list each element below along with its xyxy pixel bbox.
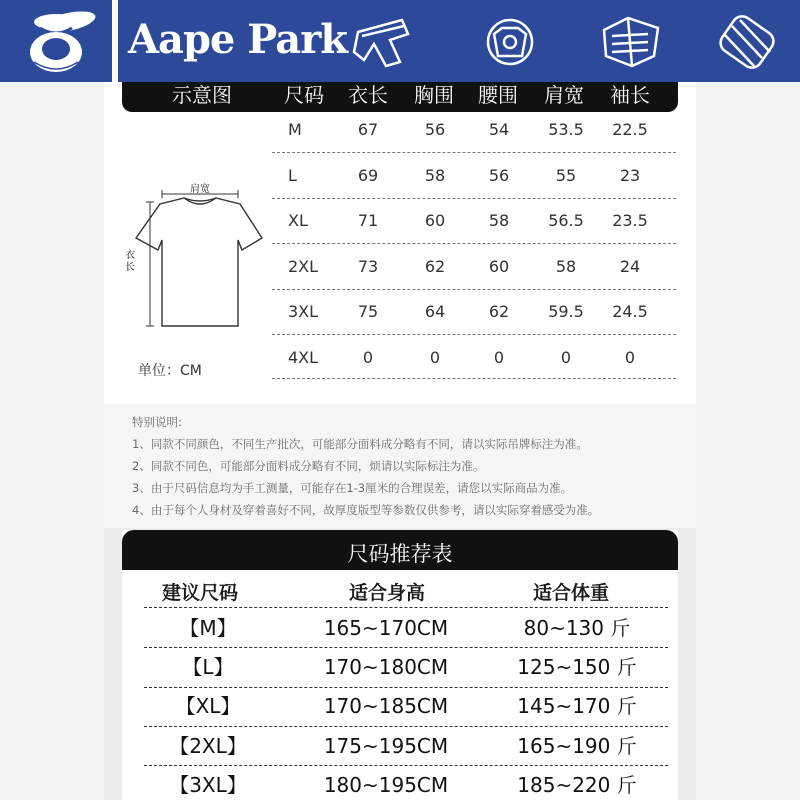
note-item: 4、由于每个人身材及穿着喜好不同，故厚度版型等参数仅供参考，请以实际穿着感受为准。 (132, 503, 600, 517)
rec-height-cell: 170~180CM (323, 655, 449, 679)
rec-size-cell: 【M】 (179, 616, 237, 640)
column-header-sleeve: 袖长 (610, 83, 650, 107)
sleeve-cell: 0 (624, 348, 636, 367)
rec-height-cell: 175~195CM (323, 734, 449, 758)
length-cell: 0 (362, 348, 374, 367)
column-header-chest: 胸围 (414, 83, 454, 107)
jacket-icon (598, 12, 664, 72)
row-separator (272, 198, 676, 199)
shoulder-cell: 55 (555, 166, 577, 185)
rec-weight-cell: 125~150 斤 (517, 655, 637, 679)
row-separator (144, 726, 668, 727)
row-separator (144, 687, 668, 688)
rec-height-cell: 180~195CM (323, 773, 449, 797)
shoulder-cell: 0 (560, 348, 572, 367)
note-item: 2、同款不同色，可能部分面料成分略有不同，烦请以实际标注为准。 (132, 459, 485, 473)
page-margin-left (0, 82, 104, 800)
rec-weight-cell: 165~190 斤 (517, 734, 637, 758)
backpack-icon (714, 12, 780, 72)
size-chart-header (122, 82, 678, 112)
length-cell: 73 (357, 257, 379, 276)
column-header-waist: 腰围 (478, 83, 518, 107)
rec-size-cell: 【3XL】 (169, 773, 247, 797)
waist-cell: 58 (488, 211, 510, 230)
column-header-size: 尺码 (284, 83, 324, 107)
length-label-bottom: 长 (125, 262, 135, 273)
sleeve-cell: 23 (619, 166, 641, 185)
row-separator (272, 378, 676, 379)
chest-cell: 58 (424, 166, 446, 185)
row-separator (272, 243, 676, 244)
shoulder-label: 肩宽 (190, 184, 210, 195)
rec-height-cell: 170~185CM (323, 694, 449, 718)
size-cell: M (288, 120, 302, 139)
jeans-icon (350, 12, 416, 72)
size-cell: L (288, 166, 297, 185)
chest-cell: 62 (424, 257, 446, 276)
note-item: 3、由于尺码信息均为手工测量，可能存在1-3厘米的合理误差，请您以实际商品为准。 (132, 481, 573, 495)
shoulder-cell: 59.5 (548, 302, 584, 321)
chest-cell: 56 (424, 120, 446, 139)
sleeve-cell: 23.5 (612, 211, 648, 230)
waist-cell: 54 (488, 120, 510, 139)
length-cell: 67 (357, 120, 379, 139)
shoulder-cell: 53.5 (548, 120, 584, 139)
size-cell: 4XL (288, 348, 319, 367)
row-separator (272, 289, 676, 290)
shoulder-cell: 56.5 (548, 211, 584, 230)
waist-cell: 0 (493, 348, 505, 367)
chest-cell: 0 (429, 348, 441, 367)
size-cell: XL (288, 211, 308, 230)
column-header-diagram: 示意图 (172, 83, 232, 107)
row-separator (144, 765, 668, 766)
size-cell: 3XL (288, 302, 319, 321)
tshirt-icon (478, 12, 544, 72)
row-separator (144, 607, 668, 608)
row-separator (272, 152, 676, 153)
chest-cell: 60 (424, 211, 446, 230)
rec-column-weight: 适合体重 (532, 582, 609, 604)
rec-size-cell: 【2XL】 (169, 734, 247, 758)
rec-column-height: 适合身高 (348, 582, 425, 604)
row-separator (144, 647, 668, 648)
length-cell: 69 (357, 166, 379, 185)
rec-weight-cell: 80~130 斤 (523, 616, 631, 640)
waist-cell: 60 (488, 257, 510, 276)
column-header-length: 衣长 (348, 83, 388, 107)
waist-cell: 56 (488, 166, 510, 185)
rec-weight-cell: 145~170 斤 (517, 694, 637, 718)
size-cell: 2XL (288, 257, 319, 276)
ape-head-logo-icon (0, 0, 112, 82)
length-cell: 71 (357, 211, 379, 230)
rec-size-cell: 【L】 (182, 655, 234, 679)
rec-height-cell: 165~170CM (323, 616, 449, 640)
sleeve-cell: 22.5 (612, 120, 648, 139)
tshirt-diagram (124, 180, 274, 340)
length-cell: 75 (357, 302, 379, 321)
brand-name: Aape Park (128, 16, 348, 63)
recommendation-title: 尺码推荐表 (347, 542, 453, 566)
row-separator (272, 334, 676, 335)
shoulder-cell: 58 (555, 257, 577, 276)
length-label-top: 衣 (125, 250, 135, 261)
chest-cell: 64 (424, 302, 446, 321)
waist-cell: 62 (488, 302, 510, 321)
unit-label: 单位：CM (138, 363, 202, 379)
sleeve-cell: 24 (619, 257, 641, 276)
page-margin-right (696, 82, 800, 800)
notes-title: 特别说明: (132, 415, 182, 429)
rec-weight-cell: 185~220 斤 (517, 773, 637, 797)
note-item: 1、同款不同颜色，不同生产批次，可能部分面料成分略有不同，请以实际吊牌标注为准。 (132, 437, 588, 451)
brand-logo (0, 0, 118, 82)
rec-size-cell: 【XL】 (175, 694, 241, 718)
rec-column-size: 建议尺码 (161, 582, 238, 604)
sleeve-cell: 24.5 (612, 302, 648, 321)
column-header-shoulder: 肩宽 (544, 83, 584, 107)
